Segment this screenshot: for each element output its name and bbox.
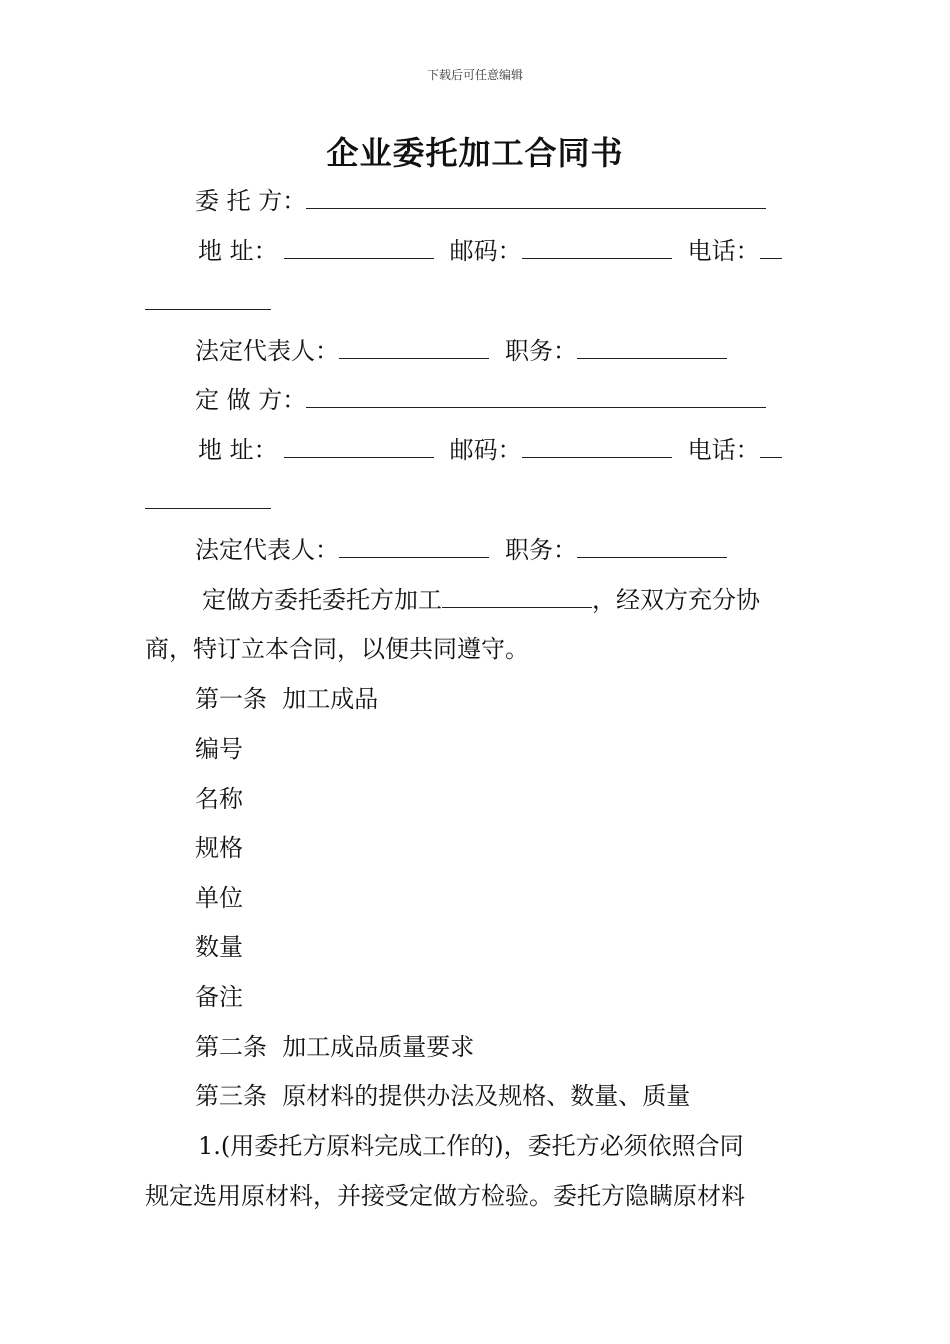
postcode-label: 邮码： (449, 237, 522, 265)
intro-line-2: 商，特订立本合同，以便共同遵守。 (145, 635, 529, 663)
legal-rep-label: 法定代表人： (195, 337, 339, 365)
header-note: 下载后可任意编辑 (426, 68, 523, 82)
field-remarks: 备注 (195, 983, 243, 1011)
processing-item-blank[interactable] (442, 585, 592, 608)
phone-label: 电话： (687, 436, 760, 464)
client-blank[interactable] (306, 186, 766, 209)
contractor-address-blank[interactable] (284, 435, 434, 458)
contractor-position-blank[interactable] (577, 535, 727, 558)
client-postcode-blank[interactable] (522, 236, 672, 259)
clause-1-line-1: 1.(用委托方原料完成工作的)，委托方必须依照合同 (198, 1132, 744, 1160)
legal-rep-label: 法定代表人： (195, 536, 339, 564)
client-line (195, 186, 766, 216)
contractor-line (195, 385, 766, 415)
contractor-phone-cont (145, 486, 271, 516)
client-position-blank[interactable] (577, 336, 727, 359)
client-phone-blank-end[interactable] (145, 287, 271, 310)
contractor-postcode-blank[interactable] (522, 435, 672, 458)
client-address-blank[interactable] (284, 236, 434, 259)
article-3-heading: 第三条 原材料的提供办法及规格、数量、质量 (195, 1082, 691, 1110)
page-title: 企业委托加工合同书 (326, 134, 624, 172)
client-rep-line (195, 336, 727, 366)
contractor-label: 定 做 方： (195, 386, 307, 414)
client-phone-cont (145, 287, 271, 317)
field-name: 名称 (195, 785, 243, 813)
field-quantity: 数量 (195, 933, 243, 961)
address-label: 地 址： (198, 436, 278, 464)
client-address-line (198, 236, 782, 266)
intro-text-2: ，经双方充分协 (592, 586, 760, 614)
intro-line-1 (202, 585, 760, 615)
position-label: 职务： (505, 337, 577, 365)
field-number: 编号 (195, 735, 243, 763)
field-unit: 单位 (195, 884, 243, 912)
client-phone-blank-start[interactable] (760, 236, 782, 259)
position-label: 职务： (505, 536, 577, 564)
contractor-address-line (198, 435, 782, 465)
client-rep-blank[interactable] (339, 336, 489, 359)
contractor-phone-blank-start[interactable] (760, 435, 782, 458)
contractor-phone-blank-end[interactable] (145, 486, 271, 509)
article-1-heading: 第一条 加工成品 (195, 685, 379, 713)
client-label: 委 托 方： (195, 187, 307, 215)
contractor-blank[interactable] (306, 385, 766, 408)
intro-text-1: 定做方委托委托方加工 (202, 586, 442, 614)
field-spec: 规格 (195, 834, 243, 862)
contractor-rep-line (195, 535, 727, 565)
article-2-heading: 第二条 加工成品质量要求 (195, 1033, 475, 1061)
postcode-label: 邮码： (449, 436, 522, 464)
address-label: 地 址： (198, 237, 278, 265)
contractor-rep-blank[interactable] (339, 535, 489, 558)
phone-label: 电话： (687, 237, 760, 265)
clause-1-line-2: 规定选用原材料，并接受定做方检验。委托方隐瞒原材料 (145, 1182, 745, 1210)
